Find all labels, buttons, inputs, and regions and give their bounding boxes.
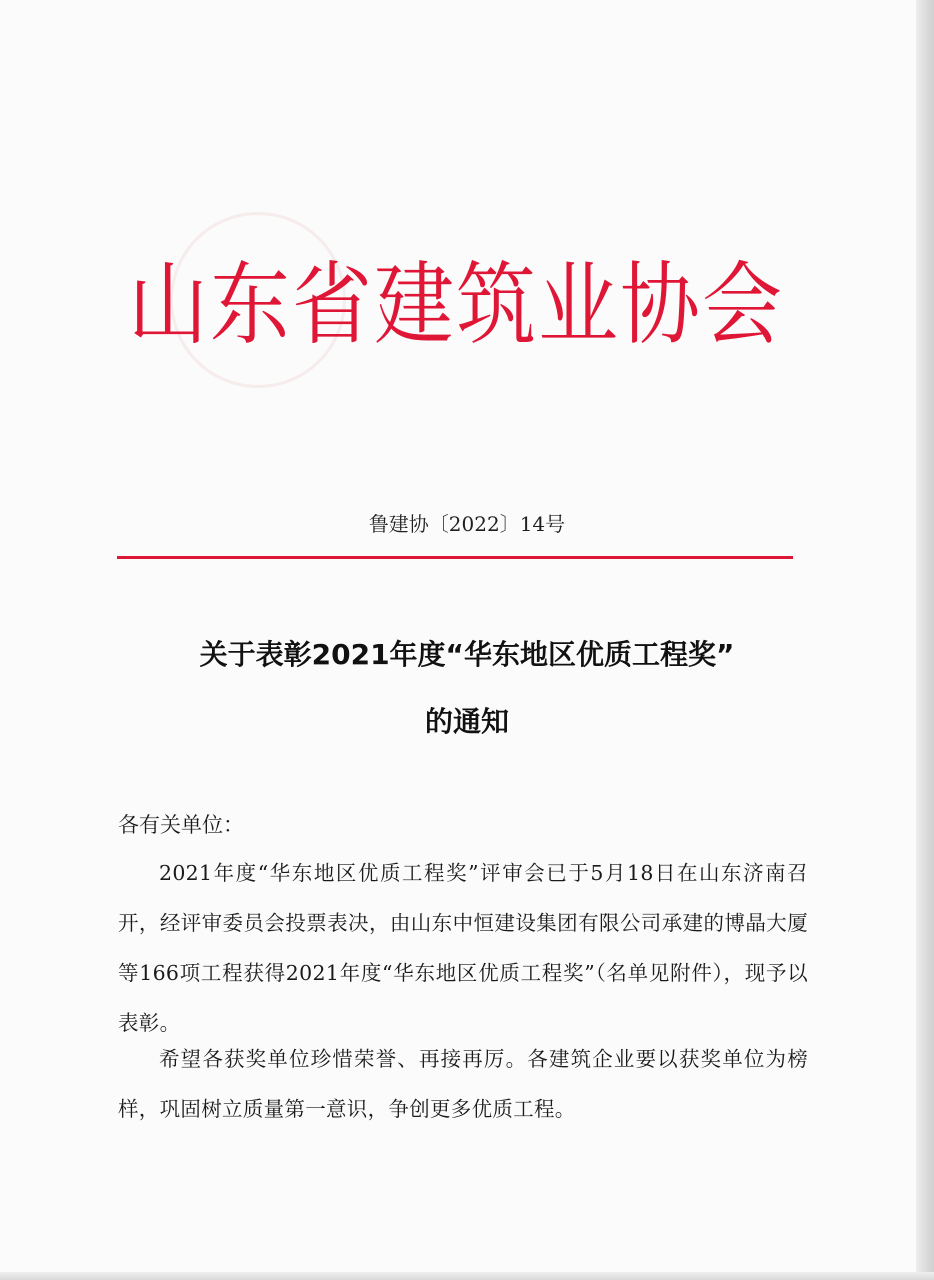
salutation: 各有关单位： (118, 813, 244, 837)
scan-edge-bottom (0, 1272, 934, 1280)
red-divider-line (117, 556, 793, 559)
notice-title-line1: 关于表彰2021年度“华东地区优质工程奖” (199, 638, 735, 671)
body-paragraph-2: 希望各获奖单位珍惜荣誉、再接再厉。各建筑企业要以获奖单位为榜样，巩固树立质量第一意识，争创更多优质工程。 (118, 1047, 808, 1121)
document-number: 鲁建协〔2022〕14号 (368, 512, 566, 536)
scan-edge-right (916, 0, 934, 1280)
notice-title-line2: 的通知 (424, 705, 509, 738)
organization-header: 山东省建筑业协会 (128, 252, 784, 357)
body-paragraph-1: 2021年度“华东地区优质工程奖”评审会已于5月18日在山东济南召开，经评审委员会投票表决，由山东中恒建设集团有限公司承建的博晶大厦等166项工程获得2021年度“华东地区优质工程奖”（名单见附件），现予以表彰。 (118, 861, 808, 1035)
